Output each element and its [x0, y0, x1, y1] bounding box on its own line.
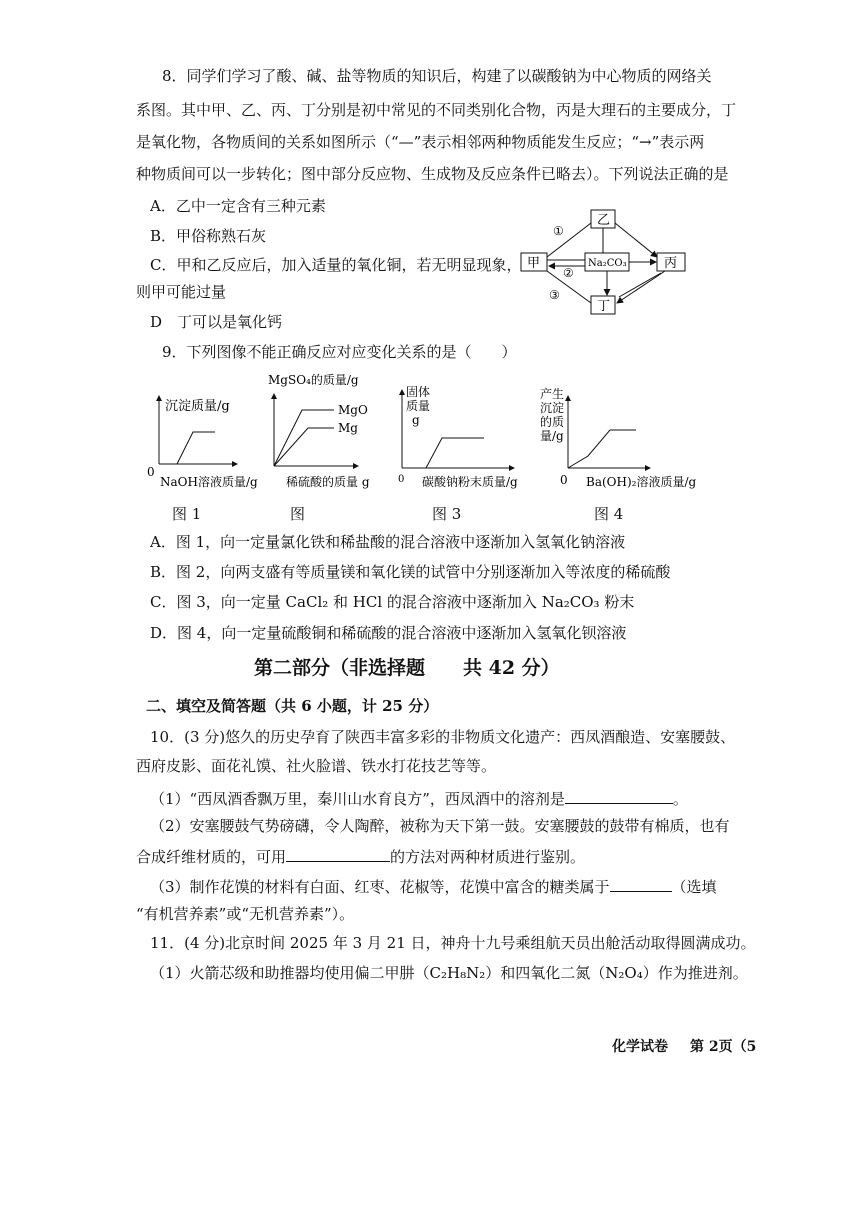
line-ding-bing	[619, 273, 661, 297]
fig4-curve	[568, 430, 636, 468]
fig3-origin: 0	[398, 474, 405, 485]
fig3-ylabel-3: g	[412, 413, 420, 427]
fig2-xlabel: 稀硫酸的质量 g	[286, 475, 370, 489]
q8-option-a: A．乙中一定含有三种元素	[150, 197, 326, 215]
q9-figure-4	[530, 380, 700, 496]
fig1-ylabel: 沉淀质量/g	[165, 399, 230, 414]
q8-option-c-line-1: C．甲和乙反应后，加入适量的氧化铜，若无明显现象，	[150, 256, 522, 274]
fig1-origin: 0	[147, 465, 155, 479]
q10-stem-line-2: 西府皮影、面花礼馍、社火脸谱、铁水打花技艺等等。	[136, 757, 497, 775]
part-two-title: 第二部分（非选择题 共 42 分）	[254, 657, 560, 679]
q10-part-2-end: 的方法对两种材质进行鉴别。	[390, 848, 586, 866]
fig3-xlabel: 碳酸钠粉末质量/g	[422, 475, 518, 489]
q9-figure-1	[145, 388, 270, 496]
fig4-ylabel-2: 沉淀	[540, 401, 565, 415]
fig1-xlabel: NaOH溶液质量/g	[160, 475, 258, 489]
q8-stem-line-1: 8．同学们学习了酸、碱、盐等物质的知识后，构建了以碳酸钠为中心物质的网络关	[162, 67, 712, 85]
q9-figure-3	[388, 382, 538, 496]
fig4-ylabel-1: 产生	[540, 387, 565, 401]
q10-part-1-end: 。	[672, 790, 688, 808]
footer-subject: 化学试卷	[612, 1039, 668, 1055]
q10-part-2-line-2	[136, 845, 585, 867]
q10-stem-line-1: 10．(3 分)悠久的历史孕育了陕西丰富多彩的非物质文化遗产：西凤酒酿造、安塞腰鼓、	[150, 728, 736, 746]
fig4-xlabel: Ba(OH)₂溶液质量/g	[586, 475, 697, 489]
fig4-origin: 0	[560, 473, 568, 487]
footer-page-number: 第 2页（5	[690, 1039, 757, 1055]
label-jia: 甲	[527, 256, 541, 271]
fig1-caption: 图 1	[172, 505, 202, 523]
q8-relation-diagram	[515, 205, 695, 325]
q10-answer-blank-2[interactable]	[286, 845, 390, 862]
section-two-title: 二、填空及简答题（共 6 小题，计 25 分）	[146, 697, 439, 715]
fig4-ylabel-3: 的质	[540, 415, 565, 429]
fig3-ylabel-1: 固体	[406, 385, 431, 399]
q8-option-b: B．甲俗称熟石灰	[150, 227, 267, 245]
q9-option-a: A．图 1，向一定量氯化铁和稀盐酸的混合溶液中逐渐加入氢氧化钠溶液	[150, 533, 626, 551]
q11-part-1: （1）火箭芯级和助推器均使用偏二甲肼（C₂H₈N₂）和四氧化二氮（N₂O₄）作为推进剂。	[150, 964, 748, 982]
q8-stem-line-4: 种物质间可以一步转化；图中部分反应物、生成物及反应条件已略去）。下列说法正确的是	[136, 165, 729, 183]
fig4-caption: 图 4	[594, 505, 624, 523]
q10-part-3-line-2: “有机营养素”或“无机营养素”）。	[136, 905, 355, 923]
q9-figure-2	[262, 370, 377, 496]
fig3-caption: 图 3	[432, 505, 462, 523]
fig4-ylabel-4: 量/g	[540, 429, 564, 443]
label-bing: 丙	[664, 256, 678, 271]
label-na2co3: Na₂CO₃	[588, 258, 627, 269]
q10-part-2-text: 合成纤维材质的，可用	[136, 848, 287, 866]
q8-stem-line-2: 系图。其中甲、乙、丙、丁分别是初中常见的不同类别化合物，丙是大理石的主要成分，丁	[136, 101, 737, 119]
label-num-3: ③	[549, 288, 560, 302]
fig2-caption: 图	[290, 505, 306, 523]
q11-stem: 11．(4 分)北京时间 2025 年 3 月 21 日，神舟十九号乘组航天员出舱活动取得圆满成功。	[150, 934, 756, 952]
q10-answer-blank-1[interactable]	[565, 787, 673, 804]
arrow-yi-bing	[615, 223, 657, 257]
fig2-label-mg: Mg	[338, 421, 358, 435]
q10-part-3-line-1	[150, 875, 717, 897]
q8-stem-line-3: 是氧化物，各物质间的关系如图所示（“—”表示相邻两种物质能发生反应；“→”表示两	[136, 133, 705, 151]
fig2-label-mgo: MgO	[338, 403, 368, 417]
fig2-curve-mgo	[274, 410, 334, 466]
q10-answer-blank-3[interactable]	[610, 875, 672, 892]
fig3-curve	[426, 438, 484, 468]
q9-option-d: D．图 4，向一定量硫酸铜和稀硫酸的混合溶液中逐渐加入氢氧化钡溶液	[150, 624, 627, 642]
q9-option-b: B．图 2，向两支盛有等质量镁和氧化镁的试管中分别逐渐加入等浓度的稀硫酸	[150, 563, 671, 581]
q10-part-1-text: （1）“西凤酒香飘万里，秦川山水育良方”，西凤酒中的溶剂是	[150, 790, 565, 808]
fig1-curve	[177, 432, 215, 464]
q10-part-3-choice: （选填	[671, 878, 717, 896]
label-num-1: ①	[553, 224, 564, 238]
q9-stem: 9．下列图像不能正确反应对应变化关系的是（ ）	[162, 343, 517, 361]
q10-part-1	[150, 787, 688, 809]
q10-part-3-text: （3）制作花馍的材料有白面、红枣、花椒等，花馍中富含的糖类属于	[150, 878, 610, 896]
q9-option-c: C．图 3，向一定量 CaCl₂ 和 HCl 的混合溶液中逐渐加入 Na₂CO₃ 粉末	[150, 593, 635, 611]
label-ding: 丁	[597, 299, 611, 314]
q8-option-d: D 丁可以是氧化钙	[150, 313, 283, 331]
arrow-bing-ding	[617, 271, 665, 303]
label-yi: 乙	[597, 213, 611, 228]
fig3-ylabel-2: 质量	[406, 399, 431, 413]
q10-part-2-line-1: （2）安塞腰鼓气势磅礴，令人陶醉，被称为天下第一鼓。安塞腰鼓的鼓带有棉质，也有	[150, 817, 730, 835]
fig2-ylabel: MgSO₄的质量/g	[268, 373, 359, 387]
q8-option-c-line-2: 则甲可能过量	[136, 283, 227, 301]
label-num-2: ②	[563, 266, 574, 280]
